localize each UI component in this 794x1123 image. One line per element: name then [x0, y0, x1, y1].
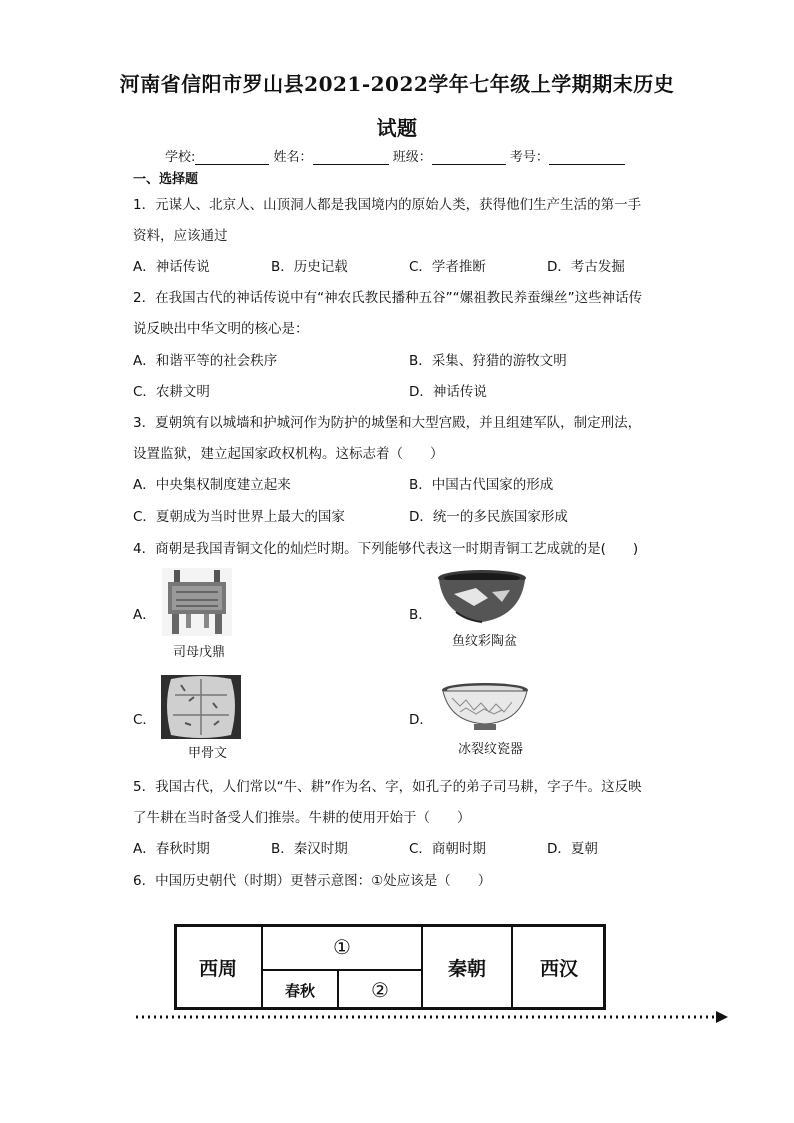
q3-option-a[interactable]: A．中央集权制度建立起来 [133, 477, 291, 493]
q4-option-b[interactable]: B． [409, 607, 432, 623]
dynasty-timeline [174, 924, 606, 1010]
q5-option-a[interactable]: A．春秋时期 [133, 841, 210, 857]
timeline-cell-qin: 秦朝 [447, 957, 486, 980]
bronze-ding-image [162, 568, 232, 636]
q1-option-a[interactable]: A．神话传说 [133, 259, 210, 275]
q4-image-label-d: 冰裂纹瓷器 [458, 742, 524, 757]
number-label: 考号： [509, 150, 549, 165]
number-blank[interactable] [549, 150, 625, 165]
question-1-text-cont: 资料，应该通过 [133, 228, 228, 244]
q3-option-c[interactable]: C．夏朝成为当时世界上最大的国家 [133, 509, 345, 525]
name-blank[interactable] [313, 150, 389, 165]
q5-option-b[interactable]: B．秦汉时期 [271, 841, 348, 857]
q4-option-c[interactable]: C． [133, 712, 156, 728]
q4-image-label-b: 鱼纹彩陶盆 [452, 634, 518, 649]
timeline-cell-blank-2 [338, 970, 422, 1010]
q2-option-b[interactable]: B．采集、狩猎的游牧文明 [409, 353, 567, 369]
question-3-text: 3．夏朝筑有以城墙和护城河作为防护的城堡和大型宫殿，并且组建军队，制定刑法， [133, 415, 642, 431]
q3-option-d[interactable]: D．统一的多民族国家形成 [409, 509, 568, 525]
q4-image-label-c: 甲骨文 [188, 746, 228, 761]
name-label: 姓名： [273, 150, 313, 165]
q1-option-b[interactable]: B．历史记载 [271, 259, 348, 275]
timeline-cell-western-zhou: 西周 [198, 957, 237, 980]
timeline-cell-spring-autumn: 春秋 [284, 981, 315, 1000]
q2-option-d[interactable]: D．神话传说 [409, 384, 487, 400]
q4-option-a[interactable]: A． [133, 607, 156, 623]
question-2-text: 2．在我国古代的神话传说中有“神农氏教民播种五谷”“嫘祖教民养蚕缫丝”这些神话传 [133, 290, 643, 306]
oracle-bone-image [161, 675, 241, 739]
question-2-text-cont: 说反映出中华文明的核心是： [133, 321, 309, 337]
q2-option-c[interactable]: C．农耕文明 [133, 384, 210, 400]
timeline-arrow [134, 1010, 730, 1024]
question-6-text: 6．中国历史朝代（时期）更替示意图：①处应该是（ ） [133, 873, 492, 889]
q1-option-c[interactable]: C．学者推断 [409, 259, 486, 275]
q1-option-d[interactable]: D．考古发掘 [547, 259, 625, 275]
question-3-text-cont: 设置监狱，建立起国家政权机构。这标志着（ ） [133, 446, 444, 462]
q2-option-a[interactable]: A．和谐平等的社会秩序 [133, 353, 278, 369]
fish-pottery-basin-image [436, 568, 528, 626]
blank-marker-2: ② [371, 978, 389, 1002]
school-blank[interactable] [195, 150, 269, 165]
question-1-text: 1．元谋人、北京人、山顶洞人都是我国境内的原始人类，获得他们生产生活的第一手 [133, 197, 642, 213]
q4-image-label-a: 司母戊鼎 [173, 645, 226, 660]
crackle-porcelain-bowl-image [440, 682, 530, 734]
q3-option-b[interactable]: B．中国古代国家的形成 [409, 477, 554, 493]
school-label: 学校: [165, 150, 196, 165]
question-4-text: 4．商朝是我国青铜文化的灿烂时期。下列能够代表这一时期青铜工艺成就的是( ) [133, 541, 639, 557]
class-blank[interactable] [432, 150, 506, 165]
question-5-text: 5．我国古代，人们常以“牛、耕”作为名、字，如孔子的弟子司马耕，字子牛。这反映 [133, 779, 642, 795]
q4-option-d[interactable]: D． [409, 712, 433, 728]
question-5-text-cont: 了牛耕在当时备受人们推崇。牛耕的使用开始于（ ） [133, 810, 471, 826]
q5-option-d[interactable]: D．夏朝 [547, 841, 598, 857]
q5-option-c[interactable]: C．商朝时期 [409, 841, 486, 857]
page-title-continued: 试题 [376, 116, 418, 140]
blank-marker-1: ① [333, 935, 351, 959]
timeline-cell-western-han: 西汉 [539, 957, 578, 980]
class-label: 班级： [392, 150, 432, 165]
page-title: 河南省信阳市罗山县2021-2022学年七年级上学期期末历史 [119, 72, 675, 96]
timeline-cell-blank-1 [262, 924, 422, 970]
section-heading: 一、选择题 [133, 172, 199, 187]
student-info-line [165, 146, 625, 165]
